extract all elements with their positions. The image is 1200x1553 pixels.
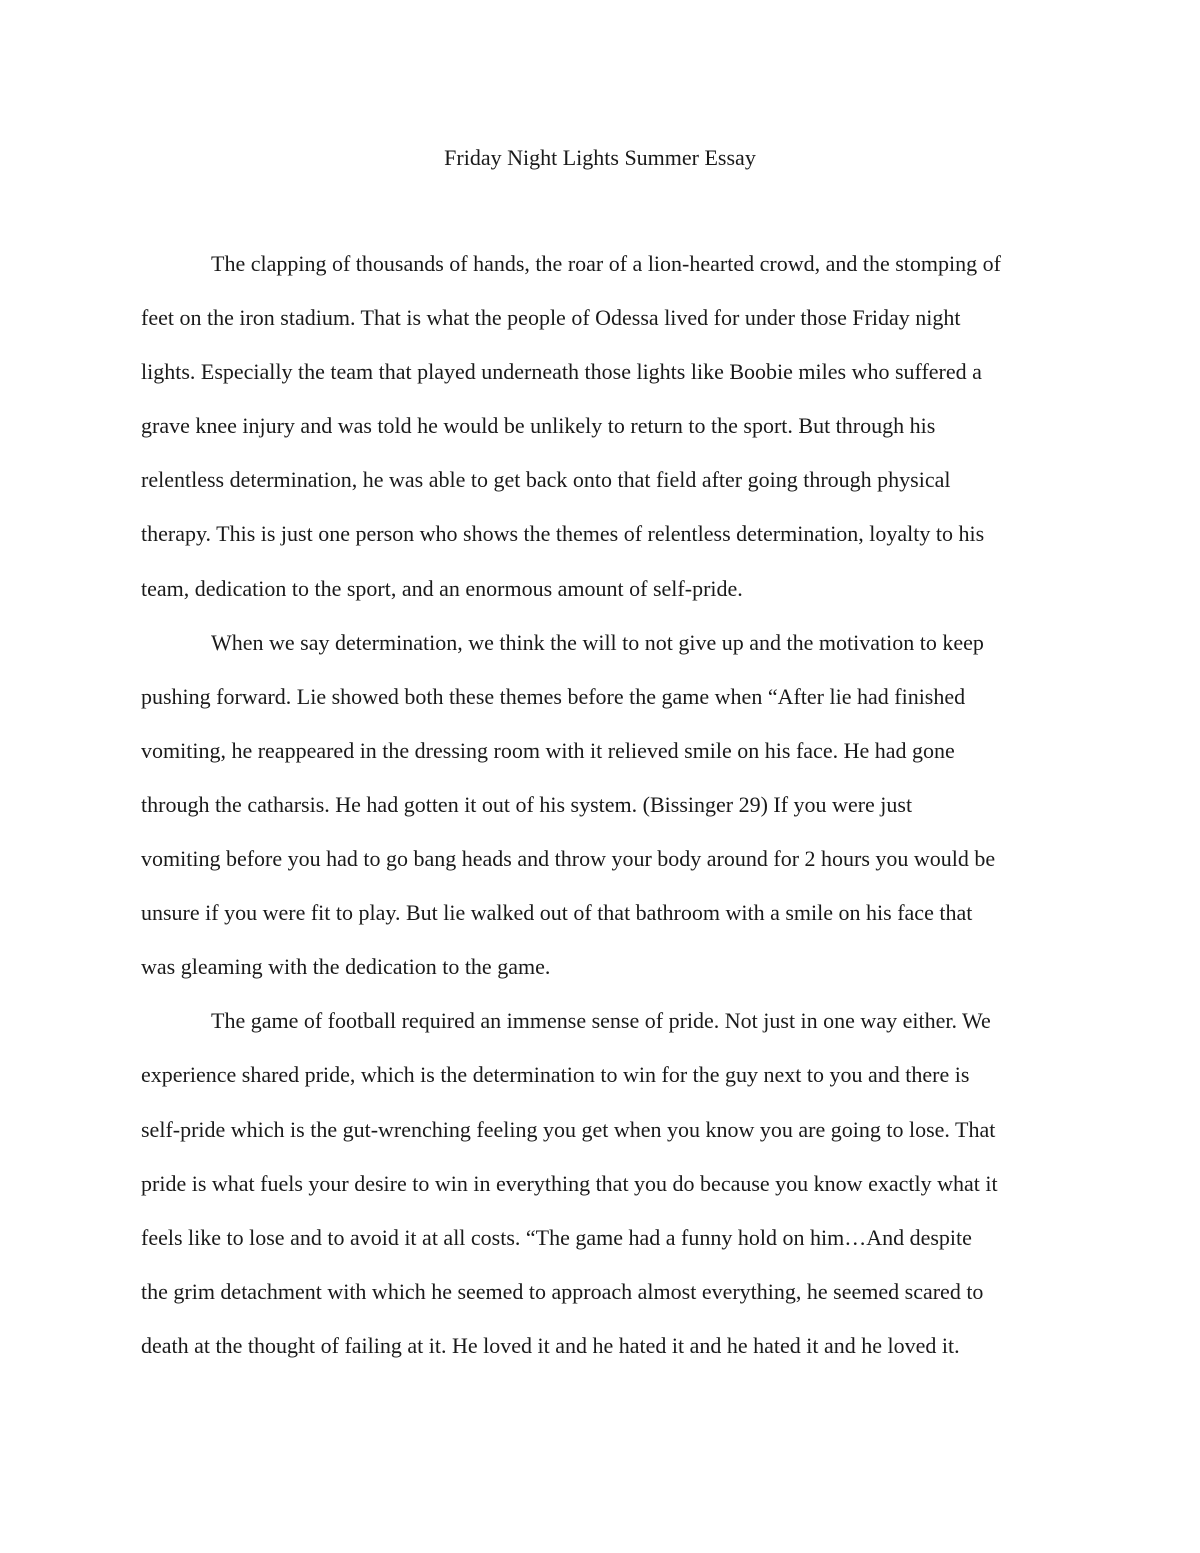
text-line: death at the thought of failing at it. He loved it and he hated it and he hated it and he loved it. [141,1332,960,1358]
text-line: When we say determination, we think the will to not give up and the motivation to keep [211,629,984,655]
text-line: vomiting before you had to go bang heads and throw your body around for 2 hours you would be [141,846,996,872]
text-line: team, dedication to the sport, and an enormous amount of self-pride. [141,575,743,601]
text-line: was gleaming with the dedication to the game. [141,954,551,980]
text-line: feels like to lose and to avoid it at all costs. “The game had a funny hold on him…And despite [141,1224,972,1250]
text-line: therapy. This is just one person who shows the themes of relentless determination, loyalty to his [141,521,985,547]
text-line: The game of football required an immense sense of pride. Not just in one way either. We [211,1008,991,1034]
text-line: pushing forward. Lie showed both these themes before the game when “After lie had finished [141,683,966,709]
text-line: vomiting, he reappeared in the dressing room with it relieved smile on his face. He had gone [141,737,955,763]
essay-body [141,250,1061,1386]
text-line: unsure if you were fit to play. But lie walked out of that bathroom with a smile on his face that [141,900,973,926]
text-line: lights. Especially the team that played underneath those lights like Boobie miles who suffered a [141,359,982,385]
text-line: The clapping of thousands of hands, the roar of a lion-hearted crowd, and the stomping of [211,251,1001,276]
text-line: feet on the iron stadium. That is what the people of Odessa lived for under those Friday night [141,305,961,331]
text-line: grave knee injury and was told he would be unlikely to return to the sport. But through his [141,413,936,439]
text-line: through the catharsis. He had gotten it out of his system. (Bissinger 29) If you were just [141,791,913,817]
text-line: relentless determination, he was able to get back onto that field after going through physical [141,467,951,493]
essay-title: Friday Night Lights Summer Essay [444,145,756,170]
text-line: pride is what fuels your desire to win in everything that you do because you know exactly what it [141,1170,998,1196]
text-line: experience shared pride, which is the determination to win for the guy next to you and there is [141,1062,970,1088]
text-line: self-pride which is the gut-wrenching feeling you get when you know you are going to lose. That [141,1116,996,1142]
text-line: the grim detachment with which he seemed to approach almost everything, he seemed scared to [141,1278,984,1304]
